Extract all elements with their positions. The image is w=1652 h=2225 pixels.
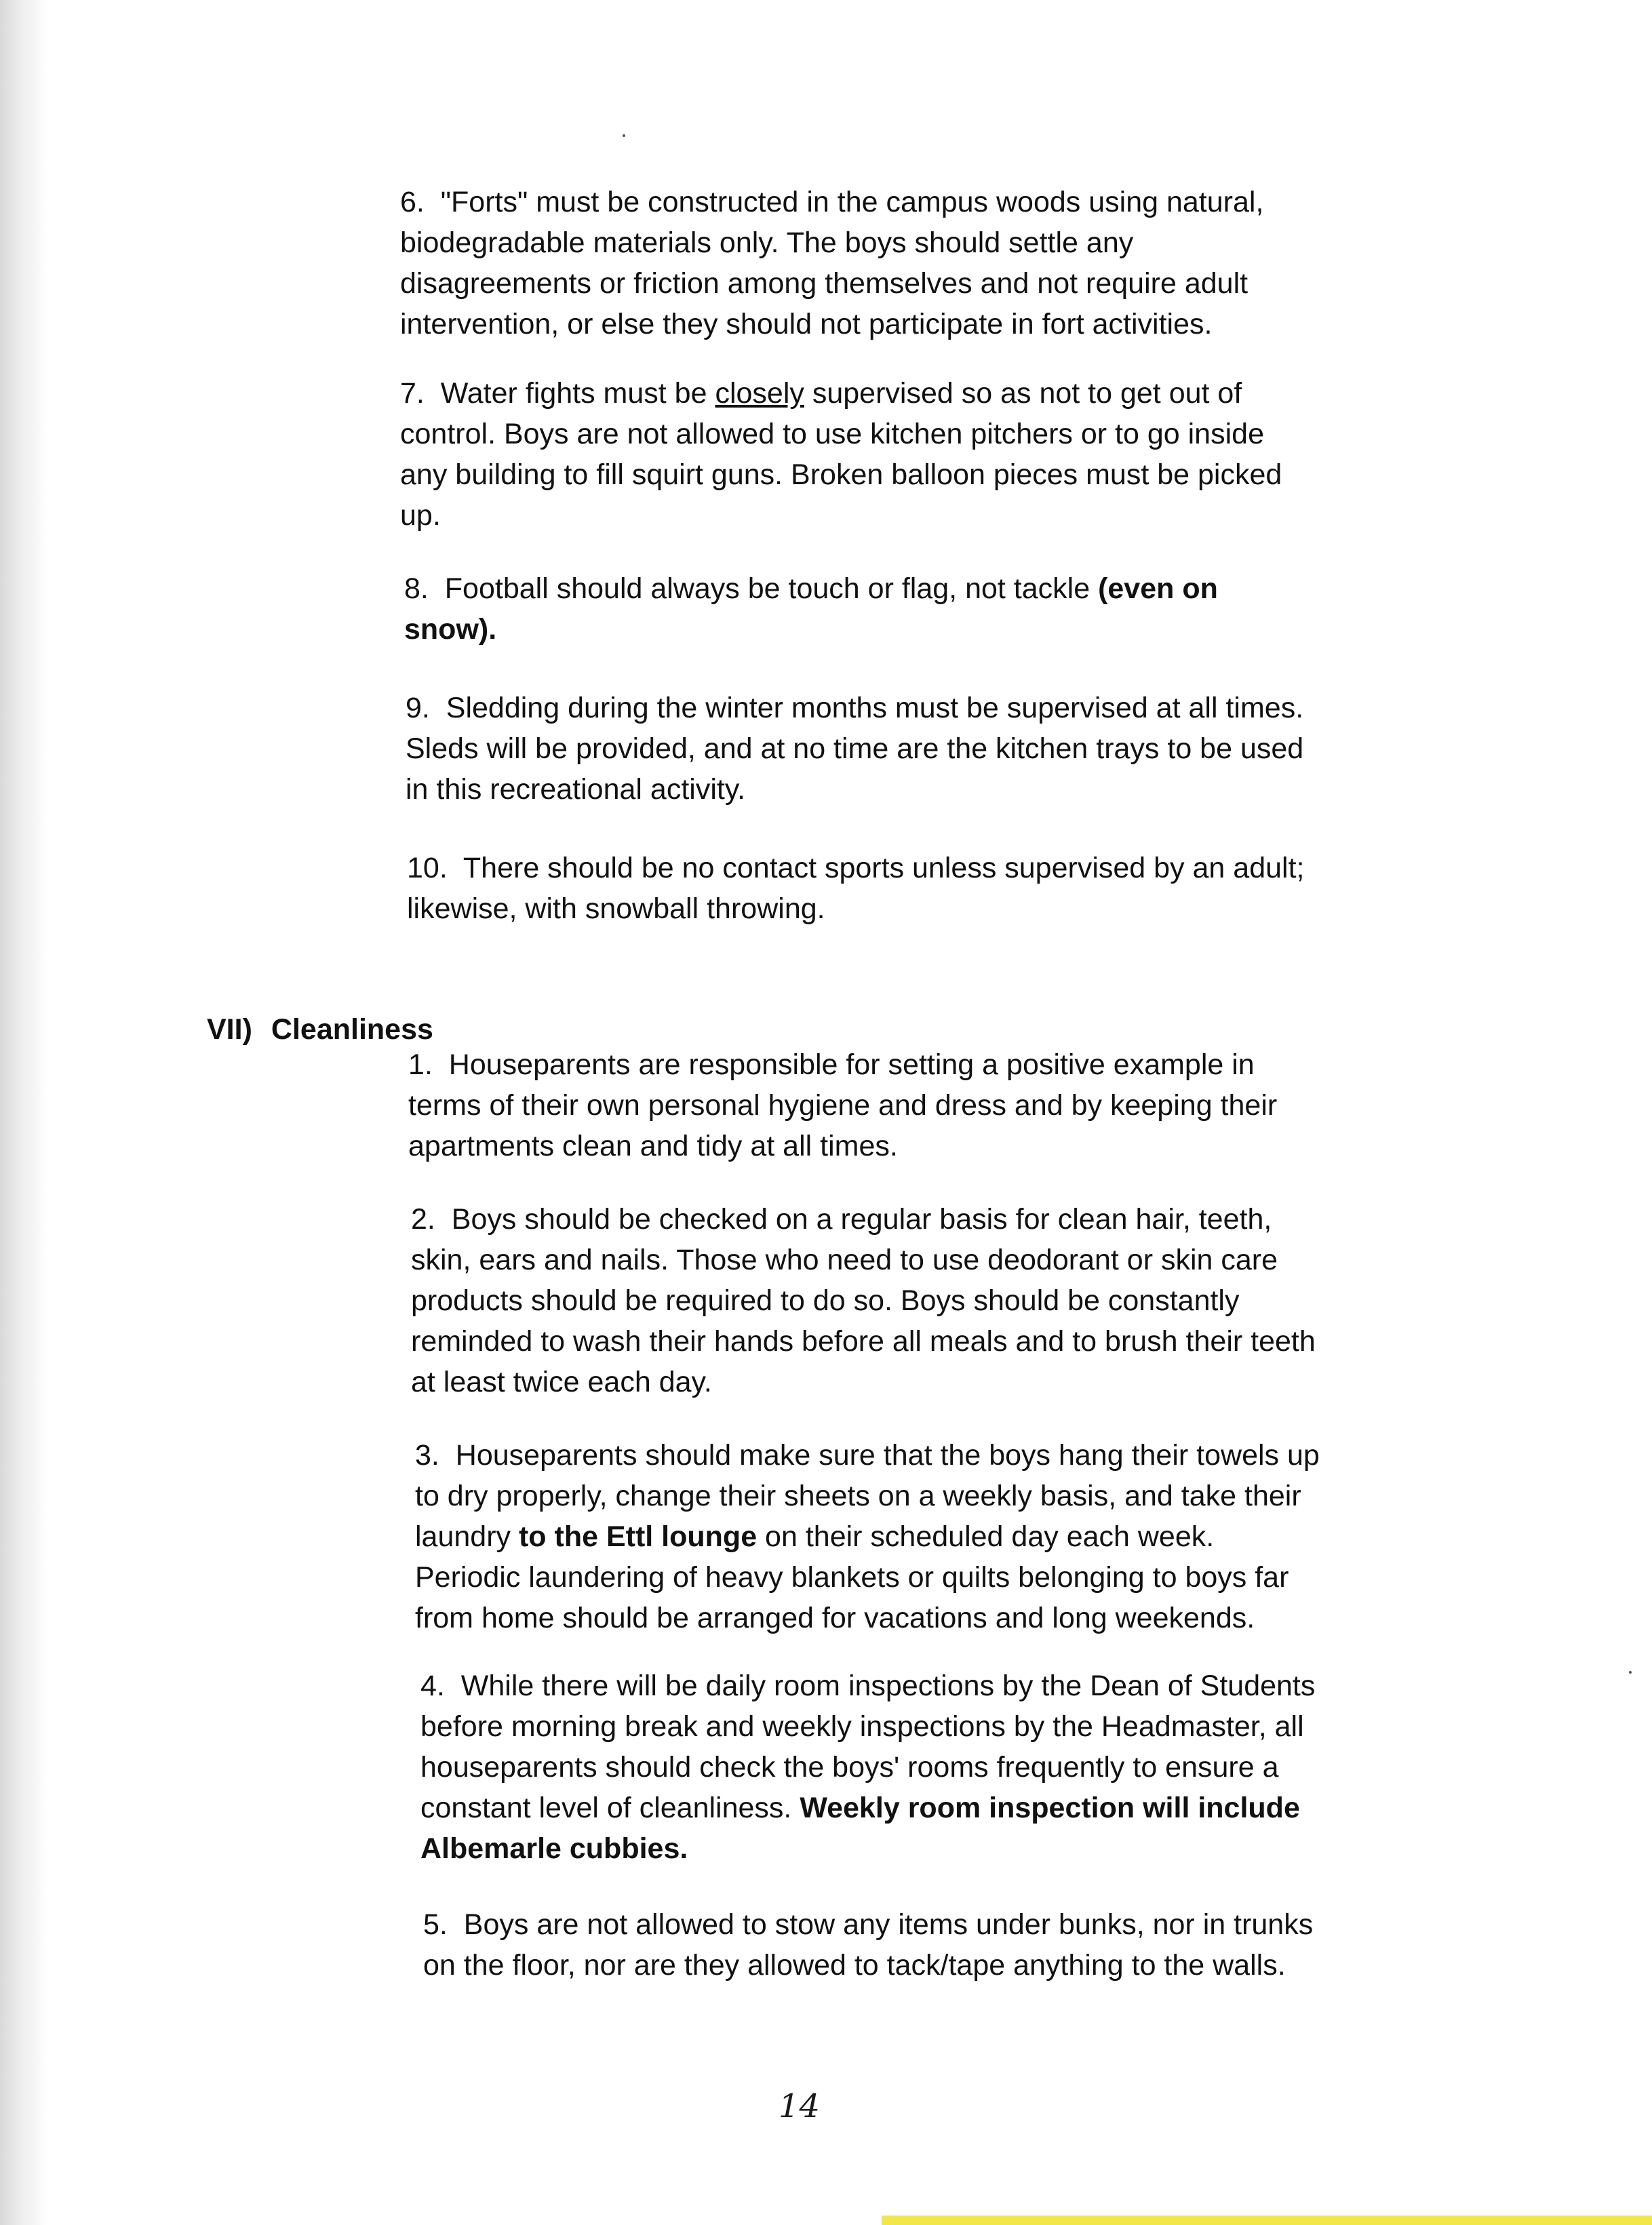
item-line: skin, ears and nails. Those who need to use deodorant or skin care (411, 1244, 1278, 1276)
cleanliness-item-4 (420, 1666, 1315, 1869)
item-line: Sledding during the winter months must be supervised at all times. (446, 692, 1304, 724)
bold-text: snow). (404, 613, 497, 646)
list-item-10 (407, 848, 1304, 929)
scan-edge-strip (882, 2216, 1652, 2225)
item-number: 10. (407, 852, 448, 884)
item-line: at least twice each day. (411, 1366, 712, 1398)
item-text: Football should always be touch or flag, not tackle (444, 572, 1099, 605)
item-line: While there will be daily room inspections by the Dean of Students (460, 1670, 1316, 1702)
cleanliness-item-1 (408, 1044, 1277, 1166)
item-number: 6. (400, 186, 425, 218)
item-line: Boys are not allowed to stow any items under bunks, nor in trunks (463, 1908, 1314, 1941)
item-line: likewise, with snowball throwing. (407, 892, 825, 925)
item-line: "Forts" must be constructed in the campus woods using natural, (440, 186, 1264, 218)
item-text: constant level of cleanliness. (420, 1792, 800, 1824)
list-item-6 (400, 182, 1263, 344)
item-number: 8. (404, 572, 429, 605)
item-text: laundry (415, 1520, 519, 1553)
item-line: in this recreational activity. (406, 773, 746, 806)
item-line: Houseparents should make sure that the boys hang their towels up (455, 1439, 1320, 1472)
item-line: Boys should be checked on a regular basis for clean hair, teeth, (451, 1203, 1272, 1236)
scan-speck (623, 134, 625, 137)
cleanliness-item-3 (415, 1435, 1320, 1638)
item-line: biodegradable materials only. The boys should settle any (400, 227, 1134, 259)
bold-text: to the Ettl lounge (518, 1520, 758, 1553)
scan-speck (1629, 1671, 1632, 1674)
cleanliness-item-5 (423, 1904, 1313, 1986)
item-line: before morning break and weekly inspections by the Headmaster, all (420, 1710, 1304, 1743)
item-text: supervised so as not to get out of (804, 377, 1242, 410)
item-line: from home should be arranged for vacations and long weekends. (415, 1602, 1255, 1634)
item-line: to dry properly, change their sheets on a weekly basis, and take their (415, 1480, 1301, 1512)
scan-page-edge (0, 0, 47, 2225)
item-line: terms of their own personal hygiene and dress and by keeping their (408, 1089, 1278, 1122)
item-line: Houseparents are responsible for setting a positive example in (448, 1048, 1255, 1081)
item-line: any building to fill squirt guns. Broken balloon pieces must be picked (400, 458, 1282, 491)
list-item-9 (406, 688, 1303, 810)
item-number: 1. (408, 1048, 433, 1081)
list-item-7 (400, 373, 1282, 536)
item-line: There should be no contact sports unless supervised by an adult; (463, 852, 1305, 884)
item-line: intervention, or else they should not participate in fort activities. (400, 308, 1213, 340)
item-number: 7. (400, 377, 425, 410)
item-line: disagreements or friction among themselves and not require adult (400, 267, 1248, 300)
item-line: up. (400, 499, 441, 532)
item-number: 5. (423, 1908, 448, 1941)
page-number: 14 (779, 2087, 821, 2125)
item-line: on the floor, nor are they allowed to tack/tape anything to the walls. (423, 1949, 1286, 1982)
item-number: 3. (415, 1439, 439, 1472)
item-line: apartments clean and tidy at all times. (408, 1130, 898, 1162)
list-item-8 (404, 568, 1218, 650)
item-line: Periodic laundering of heavy blankets or quilts belonging to boys far (415, 1561, 1289, 1594)
underlined-word: closely (715, 377, 804, 410)
bold-text: Weekly room inspection will include (800, 1792, 1300, 1824)
bold-text: (even on (1098, 572, 1218, 605)
item-number: 4. (420, 1670, 445, 1702)
cleanliness-item-2 (411, 1199, 1316, 1402)
item-number: 9. (406, 692, 430, 724)
item-line: houseparents should check the boys' rooms frequently to ensure a (420, 1751, 1279, 1784)
section-numeral: VII) (207, 1013, 252, 1046)
item-line: Sleds will be provided, and at no time are the kitchen trays to be used (406, 732, 1304, 765)
item-text: Water fights must be (440, 377, 715, 410)
item-line: control. Boys are not allowed to use kitchen pitchers or to go inside (400, 418, 1264, 450)
section-title: Cleanliness (271, 1013, 433, 1046)
item-text: on their scheduled day each week. (757, 1520, 1215, 1553)
section-heading (207, 1009, 433, 1050)
item-line: products should be required to do so. Boys should be constantly (411, 1284, 1240, 1317)
bold-text: Albemarle cubbies. (420, 1832, 688, 1865)
item-line: reminded to wash their hands before all meals and to brush their teeth (411, 1325, 1316, 1358)
item-number: 2. (411, 1203, 435, 1236)
